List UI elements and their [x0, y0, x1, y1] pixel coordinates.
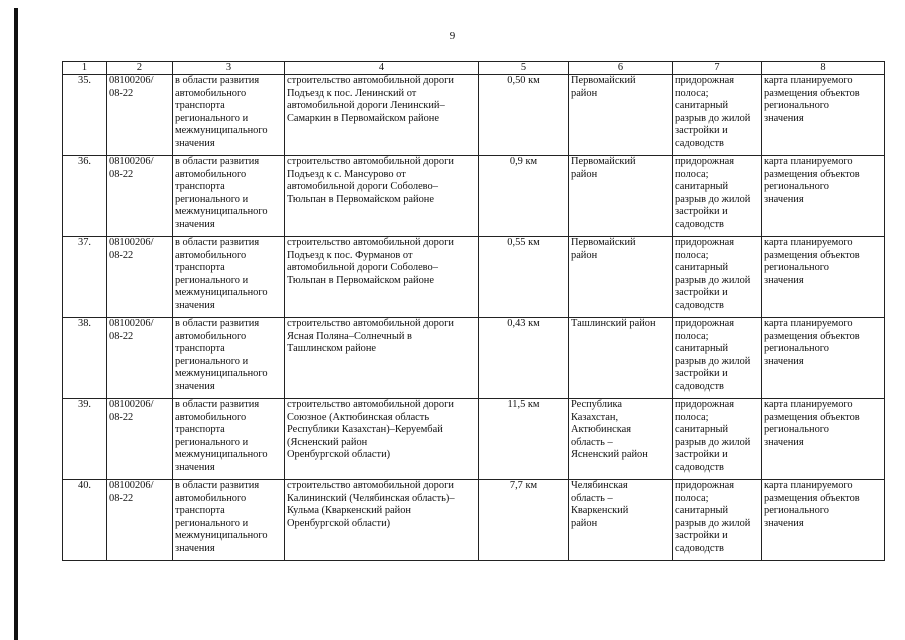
column-header: 2 [107, 62, 173, 75]
header-row [63, 62, 885, 75]
road-length: 0,9 км [479, 156, 569, 237]
objects-table [62, 61, 885, 561]
row-number: 35. [63, 75, 107, 156]
table-row [63, 480, 885, 561]
activity-area: в области развития автомобильного транспорта регионального и межмуниципального значения [173, 480, 285, 561]
column-header: 8 [762, 62, 885, 75]
object-description: строительство автомобильной дороги Подъезд к пос. Фурманов от автомобильной дороги Соболево– Тюльпан в Первомайском районе [285, 237, 479, 318]
object-code: 08100206/ 08-22 [107, 237, 173, 318]
map-reference: карта планируемого размещения объектов регионального значения [762, 399, 885, 480]
object-code: 08100206/ 08-22 [107, 399, 173, 480]
object-description: строительство автомобильной дороги Подъезд к пос. Ленинский от автомобильной дороги Ленинский– Самаркин в Первомайском районе [285, 75, 479, 156]
object-location: Первомайский район [569, 75, 673, 156]
road-length: 11,5 км [479, 399, 569, 480]
object-code: 08100206/ 08-22 [107, 318, 173, 399]
activity-area: в области развития автомобильного транспорта регионального и межмуниципального значения [173, 318, 285, 399]
object-description: строительство автомобильной дороги Подъезд к с. Мансурово от автомобильной дороги Соболево– Тюльпан в Первомайском районе [285, 156, 479, 237]
activity-area: в области развития автомобильного транспорта регионального и межмуниципального значения [173, 156, 285, 237]
row-number: 36. [63, 156, 107, 237]
road-length: 0,55 км [479, 237, 569, 318]
road-length: 7,7 км [479, 480, 569, 561]
row-number: 40. [63, 480, 107, 561]
table-row [63, 75, 885, 156]
object-code: 08100206/ 08-22 [107, 480, 173, 561]
column-header: 6 [569, 62, 673, 75]
column-header: 7 [673, 62, 762, 75]
object-location: Первомайский район [569, 156, 673, 237]
restricted-zone: придорожная полоса; санитарный разрыв до жилой застройки и садоводств [673, 156, 762, 237]
column-header: 3 [173, 62, 285, 75]
object-code: 08100206/ 08-22 [107, 156, 173, 237]
column-header: 1 [63, 62, 107, 75]
map-reference: карта планируемого размещения объектов регионального значения [762, 156, 885, 237]
table-row [63, 318, 885, 399]
road-length: 0,50 км [479, 75, 569, 156]
object-location: Ташлинский район [569, 318, 673, 399]
object-location: Республика Казахстан, Актюбинская область – Ясненский район [569, 399, 673, 480]
restricted-zone: придорожная полоса; санитарный разрыв до жилой застройки и садоводств [673, 318, 762, 399]
object-code: 08100206/ 08-22 [107, 75, 173, 156]
row-number: 37. [63, 237, 107, 318]
row-number: 39. [63, 399, 107, 480]
restricted-zone: придорожная полоса; санитарный разрыв до жилой застройки и садоводств [673, 480, 762, 561]
restricted-zone: придорожная полоса; санитарный разрыв до жилой застройки и садоводств [673, 237, 762, 318]
road-length: 0,43 км [479, 318, 569, 399]
activity-area: в области развития автомобильного транспорта регионального и межмуниципального значения [173, 75, 285, 156]
object-description: строительство автомобильной дороги Ясная Поляна–Солнечный в Ташлинском районе [285, 318, 479, 399]
page-number: 9 [449, 30, 456, 42]
object-description: строительство автомобильной дороги Калининский (Челябинская область)– Кульма (Кваркенский район Оренбургской области) [285, 480, 479, 561]
object-description: строительство автомобильной дороги Союзное (Актюбинская область Республики Казахстан)–Керуембай (Ясненский район Оренбургской области) [285, 399, 479, 480]
map-reference: карта планируемого размещения объектов регионального значения [762, 75, 885, 156]
map-reference: карта планируемого размещения объектов регионального значения [762, 480, 885, 561]
activity-area: в области развития автомобильного транспорта регионального и межмуниципального значения [173, 237, 285, 318]
map-reference: карта планируемого размещения объектов регионального значения [762, 318, 885, 399]
row-number: 38. [63, 318, 107, 399]
table-row [63, 156, 885, 237]
column-header: 4 [285, 62, 479, 75]
map-reference: карта планируемого размещения объектов регионального значения [762, 237, 885, 318]
activity-area: в области развития автомобильного транспорта регионального и межмуниципального значения [173, 399, 285, 480]
object-location: Челябинская область – Кваркенский район [569, 480, 673, 561]
binding-edge [14, 8, 18, 640]
table-row [63, 237, 885, 318]
object-location: Первомайский район [569, 237, 673, 318]
restricted-zone: придорожная полоса; санитарный разрыв до жилой застройки и садоводств [673, 75, 762, 156]
column-header: 5 [479, 62, 569, 75]
restricted-zone: придорожная полоса; санитарный разрыв до жилой застройки и садоводств [673, 399, 762, 480]
table-row [63, 399, 885, 480]
